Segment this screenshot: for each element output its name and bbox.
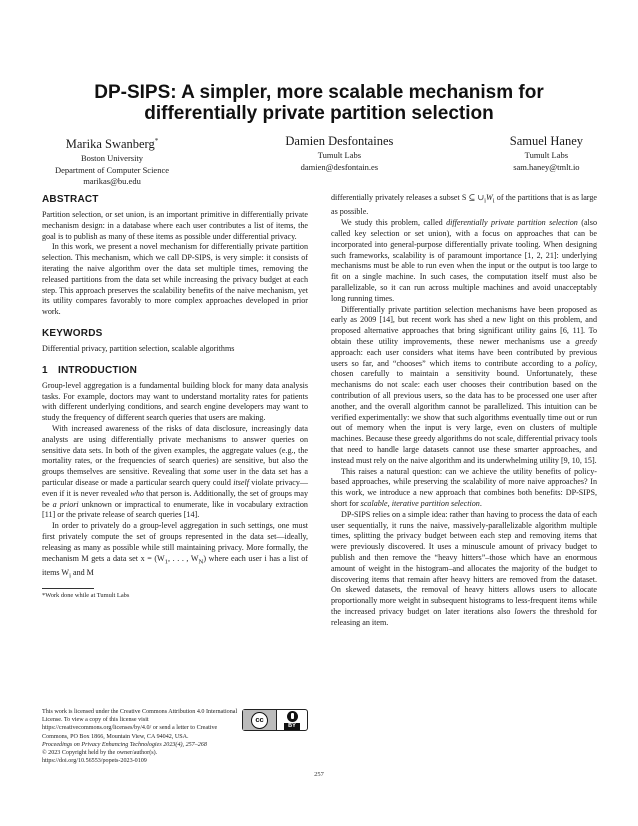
by-attribution-icon: BY (277, 710, 307, 730)
intro-paragraph: With increased awareness of the risks of data disclosure, increasingly data analysts are using differentially private mechanisms to answer queries on sensitive data sets. In both of the given examples, the aggregate values (e.g., the mortality rates, or the frequencies of search queries) are sensitive, but also the groups themselves are sensitive. Revealing that some user in the data set has a particular disease or made a particular search query could itself violate privacy—even if it is never revealed who that person is. Additionally, the set of groups may be a priori unknown or impractical to enumerate, like in vocabulary extraction [11] or the private release of search queries [14]. (42, 423, 308, 520)
right-column (331, 193, 597, 628)
abstract-paragraph: Partition selection, or set union, is an important primitive in differentially private mechanism design: in a database where each user contributes a list of items, the goal is to publish as many of these items as possible under differential privacy. (42, 210, 308, 241)
abstract-heading: ABSTRACT (42, 194, 99, 205)
author-name: Damien Desfontaines (285, 134, 394, 148)
author-name: Samuel Haney (509, 134, 583, 148)
body-paragraph: Differentially private partition selection mechanisms have been proposed as early as 2009 [14], but recent work has shed a new light on this problem, and proposed alternative approaches that bring significant utility gains [6, 11]. To obtain these utility improvements, these newer mechanisms use a greedy approach: each user considers what items have been contributed by previous users so far, and “chooses” which items to contribute according to a policy, chosen carefully to maintain a sensitivity bound. Unfortunately, these mechanisms do not scale: each user chooses their contribution based on the contribution of all previous users, so the data has to be processed one user after another, and the overall algorithm cannot be parallelized. This intuition can be verified experimentally: we show that such algorithms eventually time out or run out of memory when the input is very large, even on clusters of multiple machines. Because these greedy algorithms do not scale, differential privacy tools that need to handle large datasets cannot use these smarter approaches, and instead must rely on the naive algorithm and its underwhelming utility [9, 10, 15]. (331, 304, 597, 465)
author-1 (55, 134, 169, 188)
author-affiliation: Boston University (80, 153, 144, 164)
page-number: 257 (314, 771, 324, 778)
author-email: damien@desfontain.es (300, 161, 379, 172)
author-name: Marika Swanberg (65, 137, 155, 152)
abstract-paragraph: In this work, we present a novel mechanism for differentially private partition selection. This mechanism, which we call DP-SIPS, is very simple: it consists of iterating the naive algorithm over the data set multiple times, removing the released partitions from the data set while increasing the privacy budget at each step. This approach preserves the scalability benefits of the naive mechanism, yet its utility compares favorably to more complex approaches developed in prior work. (42, 242, 308, 317)
proceedings-line: Proceedings on Privacy Enhancing Technologies 2023(4), 257–268 (42, 741, 207, 748)
left-column (42, 194, 308, 600)
doi-link[interactable]: https://doi.org/10.56553/popets-2023-0109 (42, 758, 147, 765)
license-block (42, 708, 308, 765)
body-paragraph: DP-SIPS relies on a simple idea: rather than having to process the data of each user sequentially, it runs the naive, massively-parallelizable algorithm multiple times, splitting the privacy budget between each step and removing items that were previously discovered. It uses a minuscule amount of privacy budget to publish and then remove the “heavy hitters”–those which have an enormous amount of weight in the histogram–and allocates the majority of the budget to discovering items that remain after heavy hitters are removed from the dataset. On skewed datasets, the removal of heavy hitters allows users to allocate proportionally more weight in subsequent histograms to less-frequent items while the increased privacy budget on later iterations also lowers the threshold for releasing an item. (331, 509, 597, 627)
footnote-rule (42, 588, 94, 589)
author-footnote-mark: * (154, 137, 159, 145)
section-heading-introduction (42, 365, 308, 377)
author-affiliation: Tumult Labs (524, 150, 569, 160)
keywords-text: Differential privacy, partition selection, scalable algorithms (42, 343, 235, 353)
author-3 (510, 134, 583, 188)
author-email: sam.haney@tmlt.io (513, 161, 580, 172)
body-paragraph: We study this problem, called differentially private partition selection (also called key selection or set union), with a focus on approaches that can be incorporated into general-purpose differentially private tooling. When designing such frameworks, scalability is of paramount importance [1, 2, 21]: underlying mechanisms must be able to run even when the input or the output is too large to fit on a single machine. In such cases, the computation itself must also be parallelizable, so it can run across multiple machines and avoid unacceptably long running times. (331, 218, 597, 303)
license-text: This work is licensed under the Creative Commons Attribution 4.0 International License. To view a copy of this license visit https://creativecommons.org/licenses/by/4.0/ or send a letter to Creative Commons, PO Box 1866, Mountain View, CA 94042, USA. (42, 709, 238, 740)
intro-paragraph: Group-level aggregation is a fundamental building block for many data analysis tasks. For example, doctors may want to understand mortality rates for patients with different underlying conditions, and search engine developers may want to study the frequency of different search queries that users are making. (42, 380, 308, 423)
cc-icon: cc (243, 710, 277, 730)
author-block (55, 134, 583, 188)
author-email: marikas@bu.edu (83, 176, 141, 187)
body-paragraph: This raises a natural question: can we achieve the utility benefits of policy-based approaches, while preserving the scalability of more naive approaches? In this work, we introduce a new approach that combines both benefits: DP-SIPS, short for scalable, iterative partition selection. (331, 466, 597, 508)
paper-title: DP-SIPS: A simpler, more scalable mechanism for differentially private partition selection (94, 82, 544, 124)
body-paragraph: differentially privately releases a subset S ⊆ $\cup_iW_i$ of the partitions that is as large as possible. (331, 193, 597, 217)
cc-by-license-badge[interactable] (242, 709, 308, 731)
author-affiliation: Tumult Labs (317, 150, 362, 160)
copyright-line: © 2023 Copyright held by the owner/author(s). (42, 750, 158, 757)
footnote: *Work done while at Tumult Labs (42, 592, 130, 600)
keywords-heading: KEYWORDS (42, 327, 103, 339)
intro-paragraph: In order to privately do a group-level aggregation in such settings, one must first privately compute the set of groups represented in the data set—ideally, releasing as many as possible while still maintaining privacy. More formally, the mechanism M gets a data set $x = (W_1$, . . . , $W_N$) where each user i has a list of items $W_i$ and M (42, 521, 308, 580)
author-2 (285, 134, 393, 188)
section-number: 1 (42, 364, 48, 376)
section-title: INTRODUCTION (58, 364, 138, 376)
author-department: Department of Computer Science (55, 164, 170, 175)
